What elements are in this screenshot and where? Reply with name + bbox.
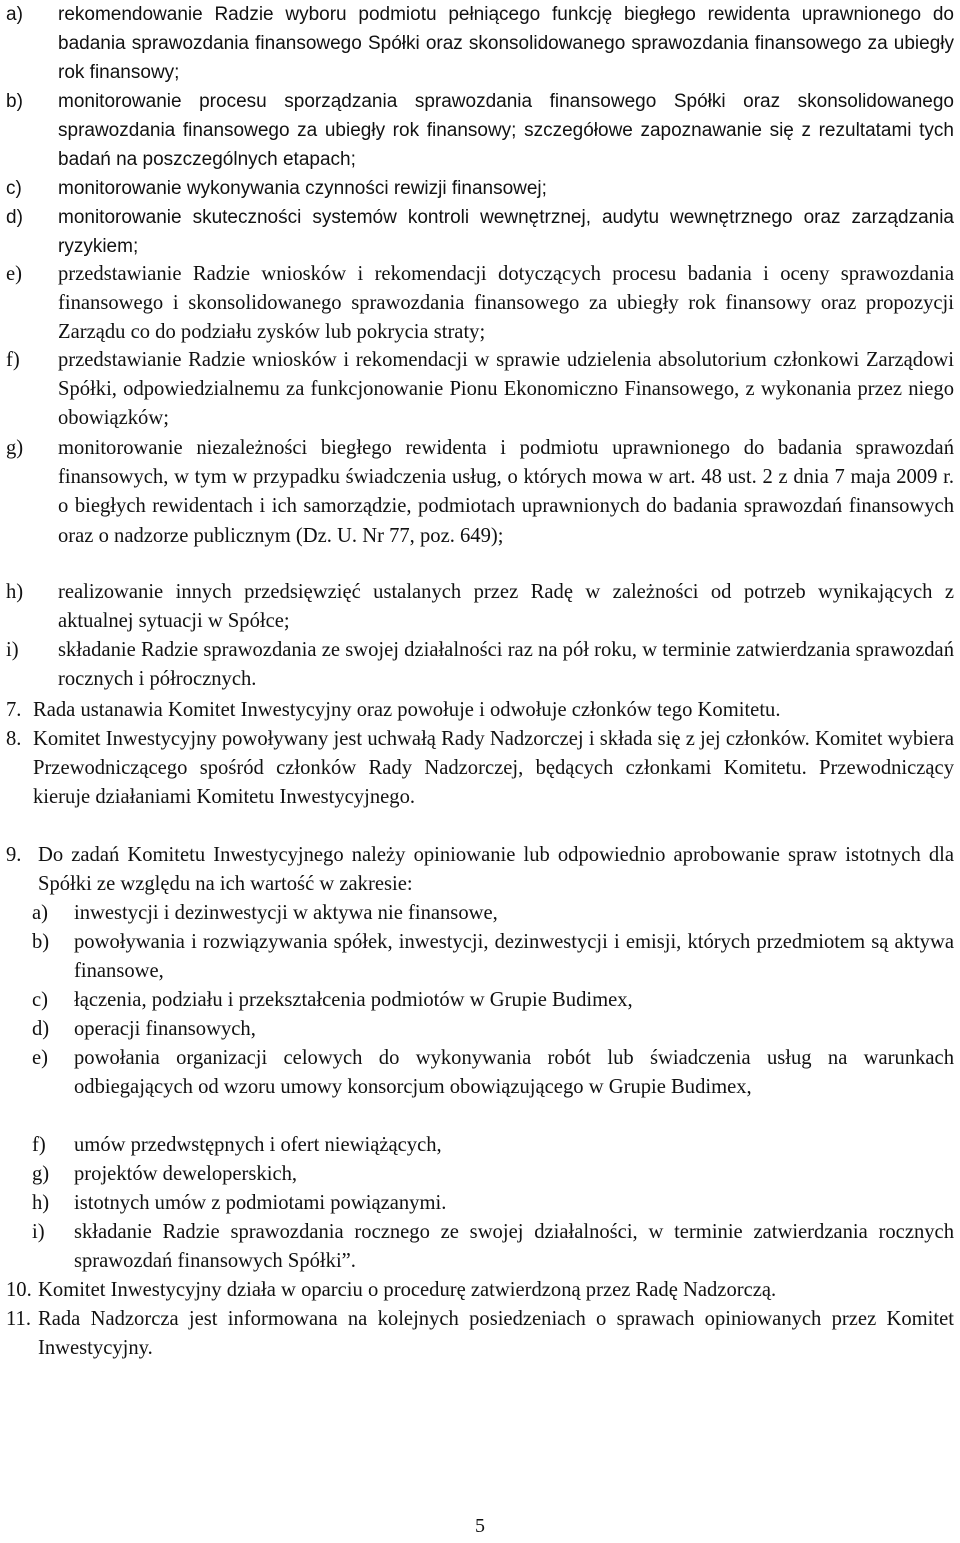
point-10 [6, 1276, 954, 1305]
point-text: Komitet Inwestycyjny działa w oparciu o procedurę zatwierdzoną przez Radę Nadzorczą. [38, 1279, 777, 1301]
point-text: Komitet Inwestycyjny powoływany jest uchwałą Rady Nadzorczej i składa się z jej członków. Komitet wybiera Przewodniczącego spośród członków Rady Nadzorczej, będących członkami Komitetu. Przewodniczący kieruje działaniami Komitetu Inwestycyjnego. [33, 728, 954, 809]
list-item-label: h) [6, 581, 24, 603]
list-item-text: rekomendowanie Radzie wyboru podmiotu pełniącego funkcję biegłego rewidenta uprawnionego do badania sprawozdania finansowego Spółki oraz skonsolidowanego sprawozdania finansowego za ubiegły rok finansowy; [58, 4, 954, 83]
sub-item-i [6, 1218, 954, 1276]
point-text: Rada Nadzorcza jest informowana na kolejnych posiedzeniach o sprawach opiniowanych przez Komitet Inwestycyjny. [38, 1308, 954, 1360]
list-item-h [6, 578, 954, 636]
sub-item-text: inwestycji i dezinwestycji w aktywa nie finansowe, [74, 902, 498, 924]
sub-item-text: powoływania i rozwiązywania spółek, inwestycji, dezinwestycji i emisji, których przedmiotem są aktywa finansowe, [74, 931, 954, 983]
sub-item-b [6, 928, 954, 986]
sub-item-text: projektów deweloperskich, [74, 1163, 298, 1185]
point-text: Rada ustanawia Komitet Inwestycyjny oraz powołuje i odwołuje członków tego Komitetu. [33, 699, 781, 721]
list-item-label: d) [6, 207, 23, 228]
sub-item-text: łączenia, podziału i przekształcenia podmiotów w Grupie Budimex, [74, 989, 633, 1011]
sub-item-h [6, 1189, 954, 1218]
list-item-f [6, 346, 954, 434]
point-number: 9. [6, 844, 22, 866]
list-item-text: monitorowanie wykonywania czynności rewizji finansowej; [58, 178, 547, 199]
point-text: Do zadań Komitetu Inwestycyjnego należy opiniowanie lub odpowiednio aprobowanie spraw istotnych dla Spółki ze względu na ich wartość w zakresie: [38, 844, 954, 896]
list-item-text: przedstawianie Radzie wniosków i rekomendacji dotyczących procesu badania i oceny sprawozdania finansowego i skonsolidowanego sprawozdania finansowego za ubiegły rok finansowy oraz propozycji Zarządu co do podziału zysków lub pokrycia straty; [58, 263, 954, 344]
point-number: 7. [6, 699, 22, 721]
sub-item-label: f) [32, 1134, 46, 1156]
list-item-i [6, 636, 954, 694]
point-number: 11. [6, 1308, 31, 1330]
sub-item-label: e) [32, 1047, 48, 1069]
list-item-text: monitorowanie niezależności biegłego rewidenta i podmiotu uprawnionego do badania sprawozdań finansowych, w tym w przypadku świadczenia usług, o których mowa w art. 48 ust. 2 z dnia 7 maja 2009 r. o biegłych rewidentach i ich samorządzie, podmiotach uprawnionych do badania sprawozdań finansowych oraz o nadzorze publicznym (Dz. U. Nr 77, poz. 649); [58, 437, 954, 547]
sub-item-a [6, 899, 954, 928]
sub-item-text: istotnych umów z podmiotami powiązanymi. [74, 1192, 447, 1214]
list-item-text: realizowanie innych przedsięwzięć ustalanych przez Radę w zależności od potrzeb wynikających z aktualnej sytuacji w Spółce; [58, 581, 954, 633]
sub-item-label: c) [32, 989, 48, 1011]
sub-item-text: umów przedwstępnych i ofert niewiążących, [74, 1134, 442, 1156]
list-item-a [6, 0, 954, 87]
list-item-label: f) [6, 349, 20, 371]
point-11 [6, 1305, 954, 1363]
sub-item-text: powołania organizacji celowych do wykonywania robót lub świadczenia usług na warunkach odbiegających od wzoru umowy konsorcjum obowiązującego w Grupie Budimex, [74, 1047, 954, 1099]
list-item-label: a) [6, 4, 23, 25]
sub-item-label: d) [32, 1018, 50, 1040]
sub-item-label: i) [32, 1221, 45, 1243]
point-8 [6, 725, 954, 813]
list-item-d [6, 203, 954, 261]
sub-item-label: b) [32, 931, 50, 953]
sub-item-f [6, 1131, 954, 1160]
list-item-label: b) [6, 91, 23, 112]
list-item-g [6, 434, 954, 551]
list-item-text: przedstawianie Radzie wniosków i rekomendacji w sprawie udzielenia absolutorium członkowi Zarządowi Spółki, odpowiedzialnemu za funkcjonowanie Pionu Ekonomiczno Finansowego, z wykonania przez niego obowiązków; [58, 349, 954, 430]
list-item-e [6, 260, 954, 348]
sub-item-label: h) [32, 1192, 50, 1214]
list-item-label: e) [6, 263, 22, 285]
point-7 [6, 696, 954, 725]
list-item-text: monitorowanie skuteczności systemów kontroli wewnętrznej, audytu wewnętrznego oraz zarządzania ryzykiem; [58, 207, 954, 257]
list-item-b [6, 87, 954, 174]
list-item-label: g) [6, 437, 24, 459]
point-number: 8. [6, 728, 22, 750]
sub-item-label: g) [32, 1163, 50, 1185]
sub-item-text: składanie Radzie sprawozdania rocznego ze swojej działalności, w terminie zatwierdzania rocznych sprawozdań finansowych Spółki”. [74, 1221, 954, 1273]
sub-item-g [6, 1160, 954, 1189]
page-number: 5 [475, 1515, 485, 1537]
sub-item-text: operacji finansowych, [74, 1018, 256, 1040]
list-item-text: monitorowanie procesu sporządzania sprawozdania finansowego Spółki oraz skonsolidowanego sprawozdania finansowego za ubiegły rok finansowy; szczegółowe zapoznawanie się z rezultatami tych badań na poszczególnych etapach; [58, 91, 954, 170]
list-item-text: składanie Radzie sprawozdania ze swojej działalności raz na pół roku, w terminie zatwierdzania sprawozdań rocznych i półrocznych. [58, 639, 954, 691]
sub-item-label: a) [32, 902, 48, 924]
sub-item-d [6, 1015, 954, 1044]
list-item-label: i) [6, 639, 19, 661]
point-number: 10. [6, 1279, 32, 1301]
sub-item-e [6, 1044, 954, 1102]
list-item-label: c) [6, 178, 22, 199]
point-9 [6, 841, 954, 899]
list-item-c [6, 174, 954, 203]
sub-item-c [6, 986, 954, 1015]
